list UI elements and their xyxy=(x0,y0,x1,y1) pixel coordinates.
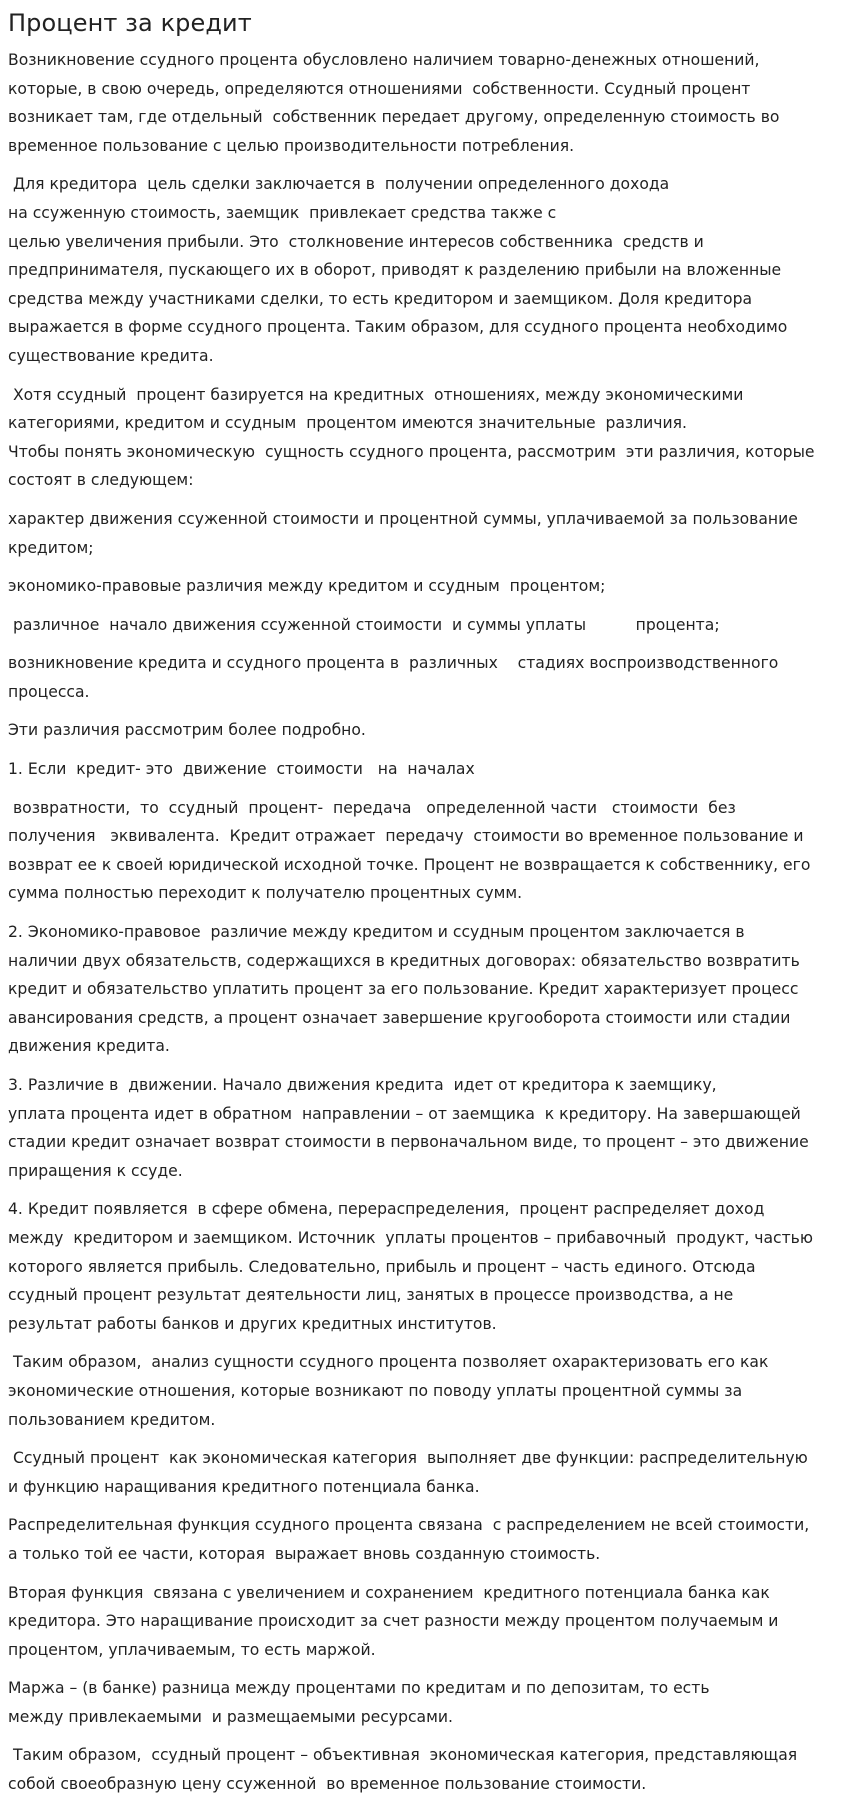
paragraph xyxy=(8,170,837,370)
text-line: результат работы банков и других кредитных институтов. xyxy=(8,1314,497,1333)
text-line: 3. Различие в движении. Начало движения кредита идет от кредитора к заемщику, xyxy=(8,1076,717,1094)
text-line: возникает там, где отдельный собственник передает другому, определенную стоимость во xyxy=(8,108,780,127)
document-body xyxy=(8,46,837,1799)
text-line: существование кредита. xyxy=(8,346,214,365)
text-line: а только той ее части, которая выражает вновь созданную стоимость. xyxy=(8,1544,601,1563)
text-line: 1. Если кредит- это движение стоимости на началах xyxy=(8,760,475,779)
text-line: которого является прибыль. Следовательно, прибыль и процент – часть единого. Отсюда xyxy=(8,1257,756,1276)
text-line: Таким образом, анализ сущности ссудного процента позволяет охарактеризовать его как xyxy=(8,1353,769,1372)
text-line: средства между участниками сделки, то есть кредитором и заемщиком. Доля кредитора xyxy=(8,289,753,308)
text-line: кредитом; xyxy=(8,538,94,557)
text-line: пользованием кредитом. xyxy=(8,1410,216,1429)
text-line: Распределительная функция ссудного процента связана с распределением не всей стоимости, xyxy=(8,1516,810,1535)
text-line: экономические отношения, которые возникают по поводу уплаты процентной суммы за xyxy=(8,1381,743,1400)
paragraph xyxy=(8,1741,837,1798)
text-line: Маржа – (в банке) разница между процентами по кредитам и по депозитам, то есть xyxy=(8,1679,710,1698)
text-line: кредитора. Это наращивание происходит за счет разности между процентом получаемым и xyxy=(8,1612,779,1631)
paragraph xyxy=(8,611,837,640)
text-line: Ссудный процент как экономическая категория выполняет две функции: распределительную xyxy=(8,1449,808,1468)
text-line: сумма полностью переходит к получателю процентных сумм. xyxy=(8,884,523,903)
text-line: и функцию наращивания кредитного потенциала банка. xyxy=(8,1477,480,1496)
paragraph xyxy=(8,1444,837,1501)
text-line: 2. Экономико-правовое различие между кредитом и ссудным процентом заключается в xyxy=(8,923,745,942)
text-line: движения кредита. xyxy=(8,1037,170,1056)
paragraph xyxy=(8,1195,837,1338)
text-line: стадии кредит означает возврат стоимости в первоначальном виде, то процент – это движение xyxy=(8,1133,809,1152)
text-line: процентом, уплачиваемым, то есть маржой. xyxy=(8,1640,376,1659)
paragraph xyxy=(8,1348,837,1434)
text-line: авансирования средств, а процент означает завершение кругооборота стоимости или стадии xyxy=(8,1008,791,1027)
text-line: 4. Кредит появляется в сфере обмена, перераспределения, процент распределяет доход xyxy=(8,1200,765,1219)
text-line: выражается в форме ссудного процента. Таким образом, для ссудного процента необходимо xyxy=(8,318,788,337)
text-line: ссудный процент результат деятельности лиц, занятых в процессе производства, а не xyxy=(8,1286,734,1305)
text-line: возврат ее к своей юридической исходной точке. Процент не возвращается к собственнику, его xyxy=(8,855,811,874)
text-line: получения эквивалента. Кредит отражает передачу стоимости во временное пользование и xyxy=(8,827,804,846)
paragraph xyxy=(8,46,837,160)
text-line: собой своеобразную цену ссуженной во временное пользование стоимости. xyxy=(8,1775,647,1794)
text-line: между привлекаемыми и размещаемыми ресурсами. xyxy=(8,1707,453,1726)
paragraph xyxy=(8,755,837,784)
text-line: наличии двух обязательств, содержащихся в кредитных договорах: обязательство возвратить xyxy=(8,951,800,970)
text-line: Вторая функция связана с увеличением и сохранением кредитного потенциала банка как xyxy=(8,1583,770,1602)
text-line: процесса. xyxy=(8,682,90,701)
paragraph xyxy=(8,716,837,745)
text-line: которые, в свою очередь, определяются отношениями собственности. Ссудный процент xyxy=(8,79,751,98)
paragraph xyxy=(8,1674,837,1731)
text-line: между кредитором и заемщиком. Источник уплаты процентов – прибавочный продукт, частью xyxy=(8,1228,813,1247)
text-line: Хотя ссудный процент базируется на кредитных отношениях, между экономическими xyxy=(8,385,744,404)
paragraph xyxy=(8,1071,837,1185)
text-line: временное пользование с целью производительности потребления. xyxy=(8,136,575,155)
text-line: Эти различия рассмотрим более подробно. xyxy=(8,721,366,740)
paragraph xyxy=(8,1511,837,1568)
paragraph xyxy=(8,505,837,562)
text-line: на ссуженную стоимость, заемщик привлекает средства также с xyxy=(8,203,557,222)
text-line: экономико-правовые различия между кредитом и ссудным процентом; xyxy=(8,577,606,596)
text-line: Таким образом, ссудный процент – объективная экономическая категория, представляющая xyxy=(8,1746,798,1765)
text-line: кредит и обязательство уплатить процент за его пользование. Кредит характеризует процесс xyxy=(8,980,799,999)
text-line: различное начало движения ссуженной стоимости и суммы уплаты процента; xyxy=(8,615,720,634)
paragraph xyxy=(8,918,837,1061)
text-line: Чтобы понять экономическую сущность ссудного процента, рассмотрим эти различия, которые xyxy=(8,442,815,461)
text-line: уплата процента идет в обратном направлении – от заемщика к кредитору. На завершающей xyxy=(8,1104,801,1123)
paragraph xyxy=(8,649,837,706)
paragraph xyxy=(8,1579,837,1665)
text-line: возвратности, то ссудный процент- передача определенной части стоимости без xyxy=(8,798,736,817)
text-line: предпринимателя, пускающего их в оборот, приводят к разделению прибыли на вложенные xyxy=(8,261,782,280)
text-line: возникновение кредита и ссудного процента в различных стадиях воспроизводственного xyxy=(8,654,779,673)
page-title: Процент за кредит xyxy=(8,9,252,37)
text-line: категориями, кредитом и ссудным процентом имеются значительные различия. xyxy=(8,414,687,433)
paragraph xyxy=(8,381,837,495)
text-line: Возникновение ссудного процента обусловлено наличием товарно-денежных отношений, xyxy=(8,51,760,69)
text-line: Для кредитора цель сделки заключается в получении определенного дохода xyxy=(8,175,670,194)
paragraph xyxy=(8,572,837,601)
text-line: состоят в следующем: xyxy=(8,471,194,490)
text-line: целью увеличения прибыли. Это столкновение интересов собственника средств и xyxy=(8,232,704,251)
paragraph xyxy=(8,794,837,908)
text-line: приращения к ссуде. xyxy=(8,1161,183,1180)
text-line: характер движения ссуженной стоимости и процентной суммы, уплачиваемой за пользование xyxy=(8,509,798,528)
